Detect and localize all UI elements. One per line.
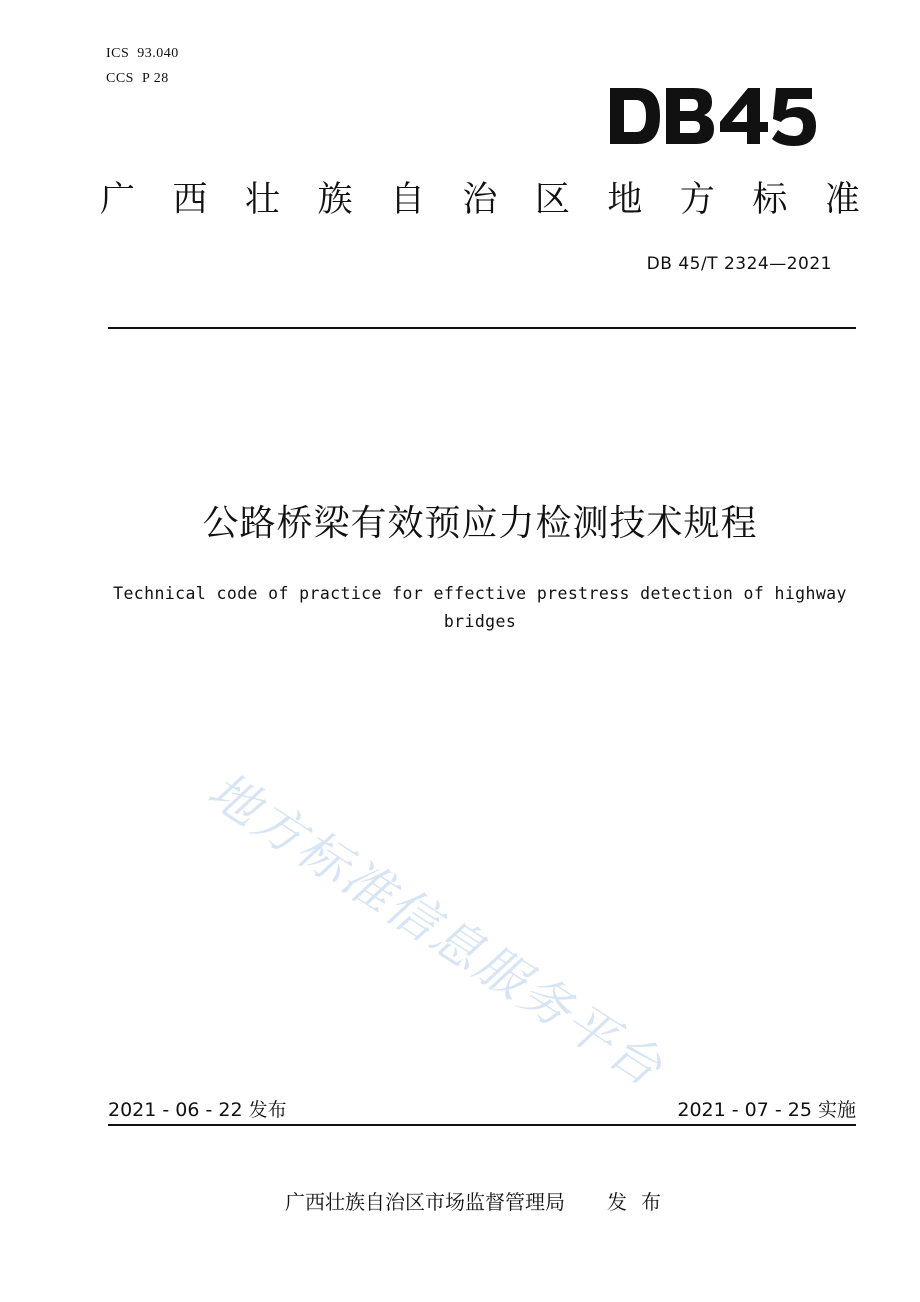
standard-type-char: 准 (824, 180, 860, 220)
standard-number: DB 45/T 2324—2021 (646, 254, 832, 274)
publisher (100, 1188, 860, 1216)
document-title-chinese: 公路桥梁有效预应力检测技术规程 (202, 503, 758, 544)
ccs-value: P 28 (141, 71, 169, 86)
ics-code (106, 45, 179, 63)
standard-type-char: 族 (317, 180, 353, 220)
standard-type-char: 区 (534, 180, 570, 220)
issue-date: 2021 - 06 - 22 发布 (108, 1099, 287, 1121)
publisher-action: 发布 (607, 1190, 675, 1214)
bottom-divider (108, 1124, 856, 1126)
standard-type-char: 方 (679, 180, 715, 220)
top-divider (108, 327, 856, 329)
standard-type-char: 治 (462, 180, 498, 220)
standard-type-char: 西 (172, 180, 208, 220)
ccs-label: CCS (106, 71, 134, 86)
title-english-line-1: Technical code of practice for effective prestress detection of highway (113, 584, 847, 603)
standard-type-heading (100, 178, 860, 222)
standard-type-char: 地 (607, 180, 643, 220)
standard-type-char: 自 (389, 180, 425, 220)
standard-type-char: 标 (752, 180, 788, 220)
ccs-code (106, 70, 169, 88)
title-english-line-2: bridges (443, 612, 517, 631)
document-title-english (100, 580, 860, 636)
watermark-text: 地方标准信息服务平台 (197, 760, 674, 1099)
ics-value: 93.040 (137, 46, 179, 61)
implementation-date: 2021 - 07 - 25 实施 (677, 1099, 856, 1121)
standard-type-char: 壮 (244, 180, 280, 220)
publisher-name: 广西壮族自治区市场监督管理局 (285, 1190, 565, 1214)
standard-type-char: 广 (100, 180, 136, 220)
db45-logo (608, 84, 818, 148)
ics-label: ICS (106, 46, 130, 61)
